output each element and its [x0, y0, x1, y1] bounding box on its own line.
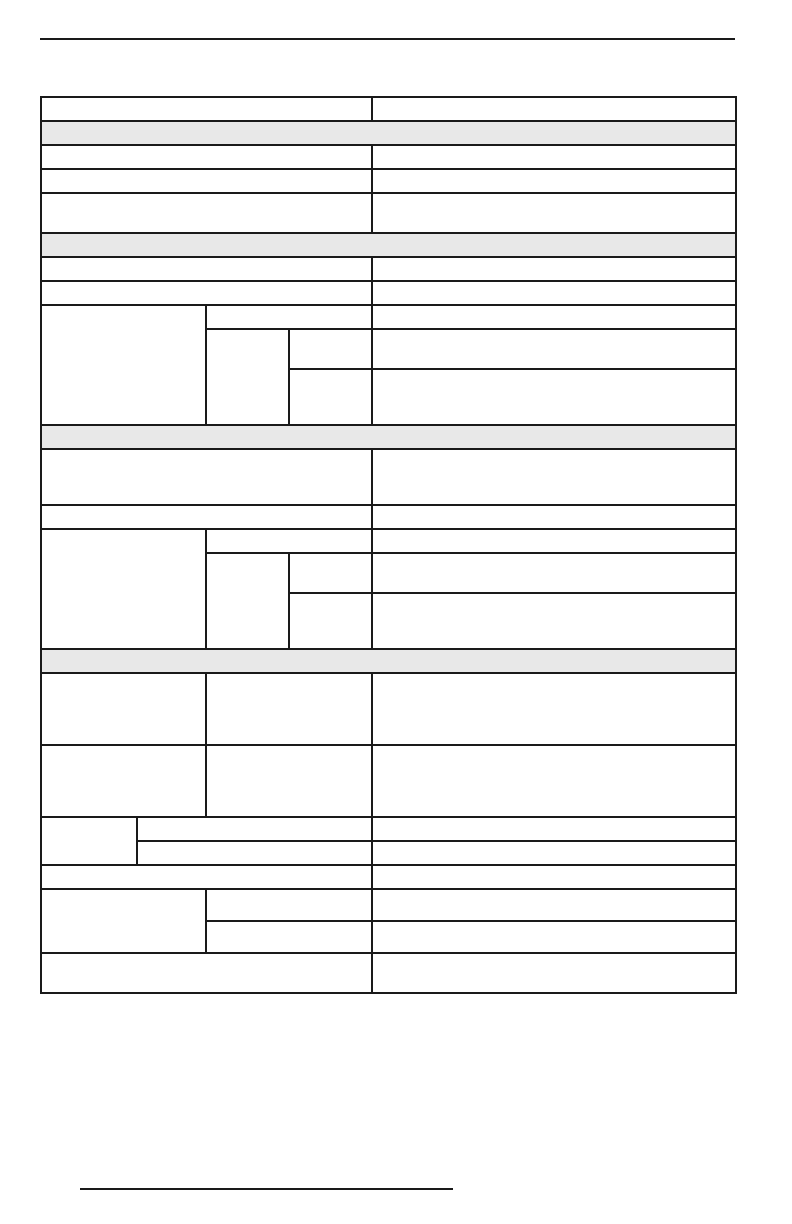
specification-table — [40, 96, 737, 994]
row-label — [41, 281, 372, 305]
sub-label — [137, 841, 372, 865]
section-title — [41, 121, 736, 145]
footer-rule — [80, 1188, 453, 1190]
row-value — [372, 673, 736, 745]
sub-label — [206, 529, 372, 553]
section-title — [41, 649, 736, 673]
row-label — [41, 505, 372, 529]
table-row — [41, 953, 736, 993]
row-label — [41, 745, 206, 817]
row-label — [41, 673, 206, 745]
table-row — [41, 529, 736, 553]
table-row — [41, 305, 736, 329]
row-value — [372, 529, 736, 553]
row-label — [41, 865, 372, 889]
section-header-row — [41, 649, 736, 673]
sub-label — [289, 553, 372, 593]
row-value — [372, 505, 736, 529]
table-row — [41, 745, 736, 817]
table-row — [41, 449, 736, 505]
row-value — [372, 865, 736, 889]
row-value — [372, 97, 736, 121]
group-label — [41, 889, 206, 953]
table-row — [41, 193, 736, 233]
row-label — [41, 193, 372, 233]
table-row — [41, 673, 736, 745]
section-title — [41, 233, 736, 257]
table-row — [41, 169, 736, 193]
row-value — [372, 169, 736, 193]
row-label — [41, 97, 372, 121]
table-row — [41, 817, 736, 841]
group-label — [41, 305, 206, 425]
row-value — [372, 281, 736, 305]
row-label — [41, 145, 372, 169]
row-value — [372, 369, 736, 425]
group-label — [41, 529, 206, 649]
table-row — [41, 145, 736, 169]
subgroup-label — [206, 553, 289, 649]
table-row — [41, 505, 736, 529]
row-value — [372, 889, 736, 921]
sub-label — [206, 305, 372, 329]
table-row — [41, 97, 736, 121]
row-label — [41, 169, 372, 193]
header-rule — [40, 38, 735, 40]
row-value — [372, 553, 736, 593]
row-label — [41, 953, 372, 993]
sub-label — [137, 817, 372, 841]
row-value — [372, 329, 736, 369]
row-value — [372, 145, 736, 169]
section-header-row — [41, 233, 736, 257]
row-value — [372, 257, 736, 281]
row-value — [372, 921, 736, 953]
sub-label — [289, 329, 372, 369]
subgroup-label — [206, 329, 289, 425]
section-title — [41, 425, 736, 449]
row-value — [372, 593, 736, 649]
sub-label — [289, 369, 372, 425]
table-row — [41, 281, 736, 305]
section-header-row — [41, 425, 736, 449]
table-row — [41, 889, 736, 921]
row-value — [372, 841, 736, 865]
sub-label — [206, 673, 372, 745]
row-value — [372, 745, 736, 817]
row-label — [41, 257, 372, 281]
row-value — [372, 193, 736, 233]
section-header-row — [41, 121, 736, 145]
group-label — [41, 817, 137, 865]
table-row — [41, 865, 736, 889]
row-value — [372, 953, 736, 993]
row-value — [372, 305, 736, 329]
sub-label — [206, 889, 372, 921]
sub-label — [289, 593, 372, 649]
sub-label — [206, 745, 372, 817]
row-value — [372, 817, 736, 841]
table-row — [41, 257, 736, 281]
row-label — [41, 449, 372, 505]
row-value — [372, 449, 736, 505]
sub-label — [206, 921, 372, 953]
table-row — [41, 841, 736, 865]
